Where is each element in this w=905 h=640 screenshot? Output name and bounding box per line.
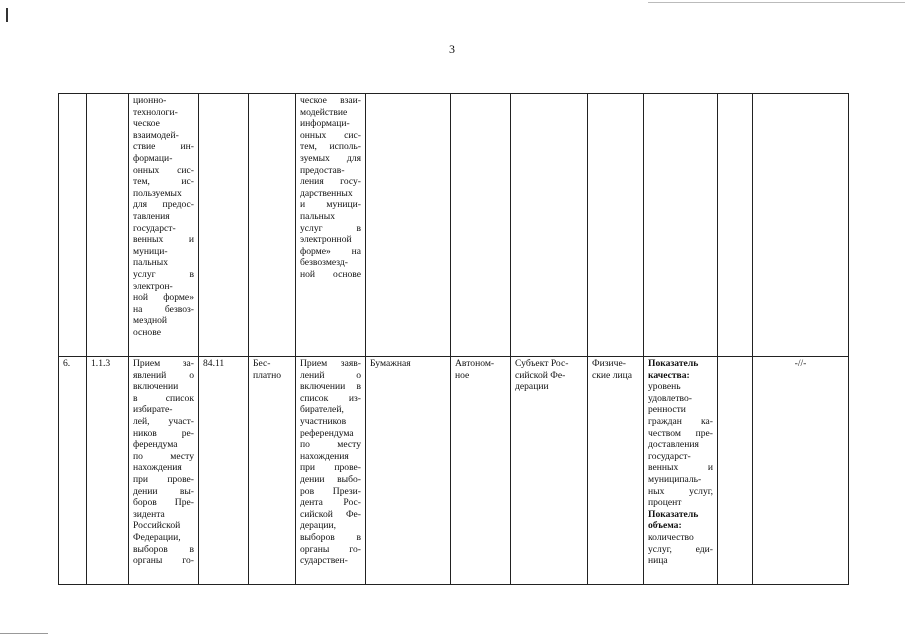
text-line: пользуемых [133, 187, 182, 199]
text-line: количество [648, 531, 694, 543]
text-line: органы го- [300, 543, 361, 555]
cell-recipient-category: Физиче- ские лица [588, 357, 644, 585]
text-line: граждан ка- [648, 415, 713, 427]
text-line: информаци- [300, 118, 350, 130]
cell-number [59, 94, 87, 357]
cell-institution-type [451, 94, 511, 357]
text-line: референдума [300, 427, 354, 439]
text-line: удовлетво- [648, 392, 692, 404]
text-line: дента Рос- [300, 497, 361, 509]
text-line: зидента [133, 508, 165, 520]
text-line: взаимодей- [133, 129, 179, 141]
text-line: венных и [133, 234, 194, 246]
cell-col-12 [718, 357, 753, 585]
table-row [59, 94, 849, 357]
text-line: при прове- [133, 473, 194, 485]
text-line: онных сис- [133, 164, 194, 176]
cell-indicators [644, 94, 718, 357]
text-line: ров Прези- [300, 485, 361, 497]
text-line: сийской Фе- [300, 508, 361, 520]
text-line: венных и [648, 462, 713, 474]
text-line: ческое [133, 118, 160, 130]
cell-form: Бумажная [366, 357, 451, 585]
text-line: предостав- [300, 164, 345, 176]
text-line: ных услуг, [648, 485, 713, 497]
text-line: услуг в [300, 222, 361, 234]
text-line: ционно- [133, 95, 167, 106]
text-line: по месту [133, 450, 194, 462]
text-line: услуг в [133, 268, 194, 280]
cell-institution-type: Автоном- ное [451, 357, 511, 585]
indicator-volume-label: Показатель объема: [648, 508, 699, 532]
text-line: выборов в [300, 531, 361, 543]
text-line: избирате- [133, 404, 173, 416]
cell-col-13: -//- [753, 357, 849, 585]
cell-recipient-authority: Субъект Рос- сийской Фе- дерации [511, 357, 588, 585]
text-line: включении в [300, 381, 361, 393]
text-line: тем, исполь- [300, 141, 361, 153]
text-line: ферендума [133, 439, 178, 451]
cell-okved [199, 94, 249, 357]
text-line: услуг, еди- [648, 543, 713, 555]
text-line: электронной [300, 234, 352, 246]
text-line: пальных [300, 210, 336, 222]
page-number: 3 [449, 42, 455, 56]
text-line: бирателей, [300, 404, 344, 416]
text-line: ления госу- [300, 176, 361, 188]
text-line: мездной [133, 315, 168, 327]
text-line: включении [133, 381, 179, 393]
text-line: при прове- [300, 462, 361, 474]
text-line: процент [648, 497, 682, 509]
text-line: выборов в [133, 543, 194, 555]
text-line: ница [648, 555, 668, 567]
text-line: на безвоз- [133, 303, 194, 315]
text-line: муници- [133, 245, 168, 257]
text-line: ствие ин- [133, 141, 194, 153]
services-table [58, 93, 849, 585]
cell-code: 1.1.3 [87, 357, 129, 585]
text-line: чеством пре- [648, 427, 713, 439]
text-line: по месту [300, 439, 361, 451]
indicator-volume-text [648, 532, 713, 567]
text-line: муниципаль- [648, 473, 702, 485]
cell-form [366, 94, 451, 357]
text-line: технологи- [133, 106, 178, 118]
text-line: пальных [133, 257, 169, 269]
text-line: основе [133, 326, 161, 338]
text-line: доставления [648, 439, 699, 451]
text-line: сударствен- [300, 555, 348, 567]
cell-code [87, 94, 129, 357]
text-line: ной форме» [133, 292, 194, 304]
scan-artifact-line [0, 633, 48, 634]
scan-artifact-mark [6, 8, 8, 22]
cell-col-13 [753, 94, 849, 357]
cell-content [296, 357, 366, 585]
text-line: государст- [133, 222, 176, 234]
text-line: безвозмезд- [300, 257, 348, 269]
text-line: ренности [648, 404, 686, 416]
text-line: формаци- [133, 152, 173, 164]
text-line: дерации, [300, 520, 336, 532]
text-line: онных сис- [300, 129, 361, 141]
cell-payment [249, 94, 296, 357]
text-line: ной основе [300, 268, 361, 280]
text-line: для предос- [133, 199, 194, 211]
cell-number: 6. [59, 357, 87, 585]
cell-content [296, 94, 366, 357]
text-line: ников ре- [133, 427, 194, 439]
text-line: участников [300, 415, 347, 427]
text-line: и муници- [300, 199, 361, 211]
text-line: список из- [300, 392, 361, 404]
text-line: уровень [648, 381, 681, 393]
text-line: Российской [133, 520, 181, 532]
text-line: дарственных [300, 187, 353, 199]
table-row [59, 357, 849, 585]
text-line: Прием заяв- [300, 358, 361, 369]
text-line: тавления [133, 210, 170, 222]
text-line: ческое взаи- [300, 95, 361, 106]
indicator-quality-text [648, 381, 713, 509]
text-line: форме» на [300, 245, 361, 257]
text-line: тем, ис- [133, 176, 194, 188]
text-line: дении выбо- [300, 473, 361, 485]
text-line: зуемых для [300, 152, 361, 164]
text-line: в список [133, 392, 194, 404]
text-line: нахождения [300, 450, 349, 462]
cell-recipient-category [588, 94, 644, 357]
text-line: государст- [648, 450, 691, 462]
text-line: модействие [300, 106, 348, 118]
text-line: Федерации, [133, 531, 181, 543]
cell-service-name [129, 357, 199, 585]
text-line: лей, участ- [133, 415, 194, 427]
text-line: электрон- [133, 280, 173, 292]
text-line: нахождения [133, 462, 182, 474]
text-line: Прием за- [133, 358, 194, 369]
text-line: органы го- [133, 555, 194, 567]
indicator-quality-label: Показатель качества: [648, 358, 699, 381]
cell-col-12 [718, 94, 753, 357]
text-line: боров Пре- [133, 497, 194, 509]
cell-payment: Бес- платно [249, 357, 296, 585]
cell-service-name [129, 94, 199, 357]
scan-artifact-line [648, 2, 905, 3]
text-line: явлений о [133, 369, 194, 381]
text-line: дении вы- [133, 485, 194, 497]
cell-okved: 84.11 [199, 357, 249, 585]
text-line: лений о [300, 369, 361, 381]
cell-recipient-authority [511, 94, 588, 357]
cell-indicators [644, 357, 718, 585]
